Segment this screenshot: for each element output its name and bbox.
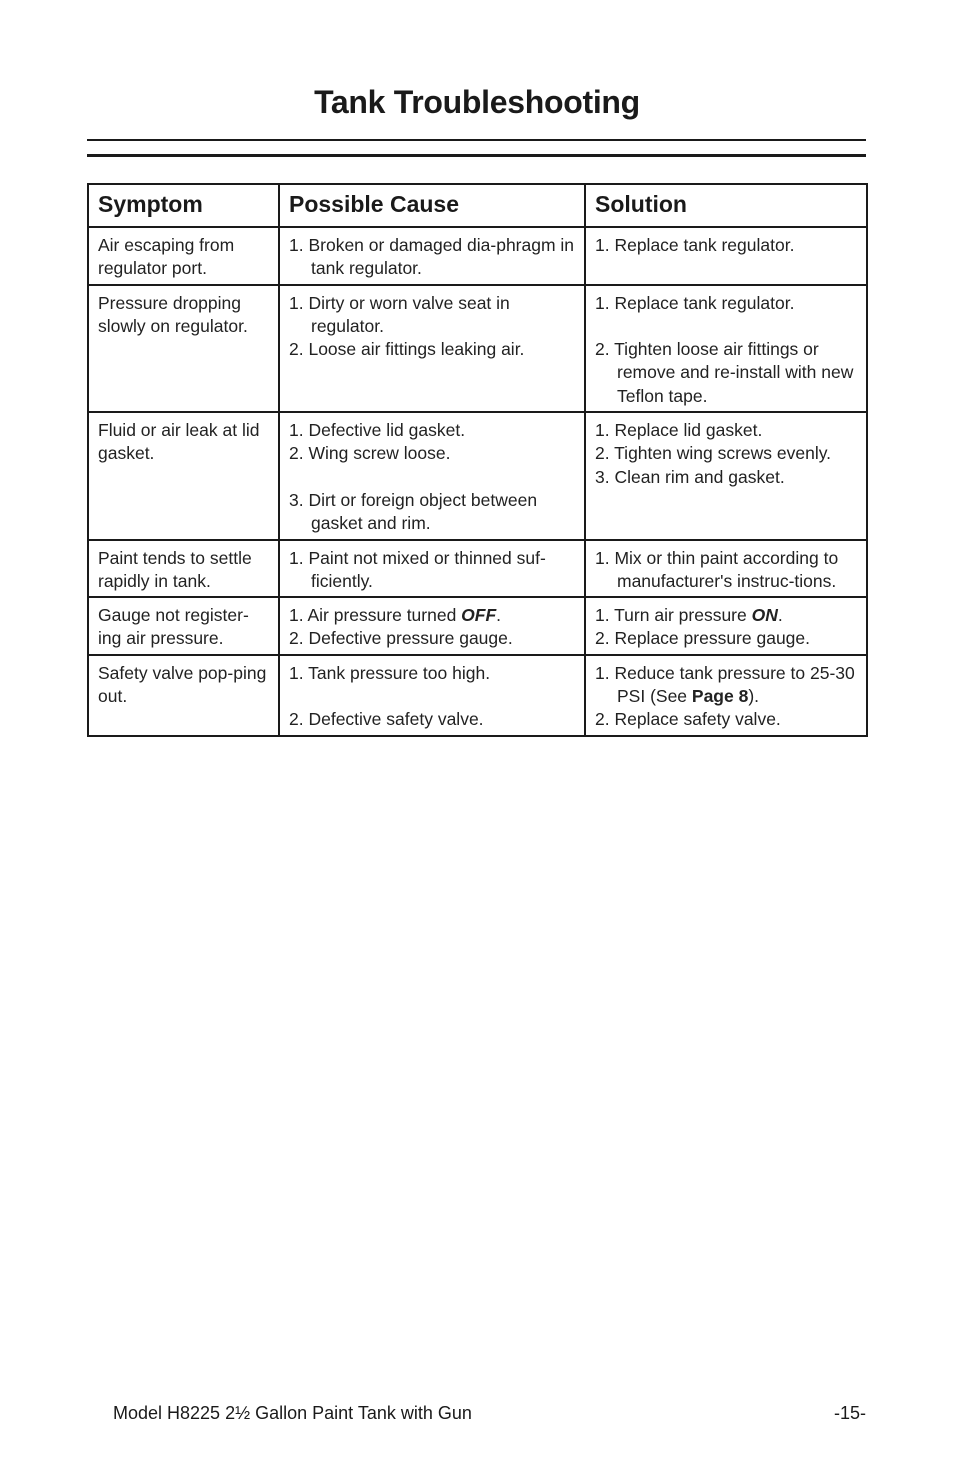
table-row: [88, 285, 867, 412]
solution-item: [595, 466, 857, 489]
table-row: [88, 412, 867, 539]
possible-cause-cell: [279, 227, 585, 285]
item-text: 1. Tank pressure too high.: [289, 662, 491, 683]
item-spacer: [289, 685, 575, 708]
solution-item: [595, 419, 857, 442]
solution-item: [595, 708, 857, 731]
table-row: [88, 597, 867, 655]
cause-item: [289, 442, 575, 465]
solution-item: [595, 662, 857, 709]
item-emphasis: OFF: [461, 605, 497, 626]
item-emphasis: Page 8: [691, 686, 749, 707]
footer-page-number: -15-: [833, 1403, 866, 1423]
symptom-cell: Safety valve pop-ping out.: [88, 655, 279, 736]
item-text: 2. Tighten loose air fittings or remove and re-install with new Teflon tape.: [595, 339, 854, 406]
footer-model: Model H8225 2½ Gallon Paint Tank with Gun: [113, 1403, 472, 1423]
item-emphasis: ON: [751, 605, 778, 626]
header-possible-cause: Possible Cause: [279, 184, 585, 227]
symptom-cell: Air escaping from regulator port.: [88, 227, 279, 285]
item-text: 1. Replace lid gasket.: [595, 420, 763, 441]
item-text: 1. Air pressure turned: [289, 605, 462, 626]
troubleshooting-table: [87, 183, 868, 737]
solution-cell: [585, 655, 867, 736]
symptom-cell: Gauge not register-ing air pressure.: [88, 597, 279, 655]
solution-item: [595, 234, 857, 257]
cause-item: [289, 627, 575, 650]
cause-item: [289, 292, 575, 339]
solution-cell: [585, 412, 867, 539]
solution-item: [595, 338, 857, 408]
title-rule-thick: [87, 154, 866, 157]
symptom-cell: Paint tends to settle rapidly in tank.: [88, 540, 279, 598]
item-text: 2. Replace safety valve.: [595, 709, 781, 730]
cause-item: [289, 604, 575, 627]
symptom-cell: Pressure dropping slowly on regulator.: [88, 285, 279, 412]
possible-cause-cell: [279, 597, 585, 655]
item-text: 1. Mix or thin paint according to manufacturer's instruc-tions.: [595, 547, 839, 591]
solution-cell: [585, 285, 867, 412]
table-body: [88, 227, 867, 736]
item-spacer: [595, 315, 857, 338]
solution-item: [595, 292, 857, 315]
item-text: 1. Broken or damaged dia-phragm in tank regulator.: [289, 235, 575, 279]
page-title: Tank Troubleshooting: [314, 84, 640, 120]
table-row: [88, 227, 867, 285]
item-text: 3. Dirt or foreign object between gasket and rim.: [289, 489, 538, 534]
item-spacer: [289, 466, 575, 489]
item-text: 3. Clean rim and gasket.: [595, 466, 785, 487]
solution-cell: [585, 227, 867, 285]
header-solution: Solution: [585, 184, 867, 227]
item-text: 2. Defective safety valve.: [289, 709, 484, 730]
item-text: 1. Replace tank regulator.: [595, 235, 795, 255]
solution-item: [595, 547, 857, 594]
cause-item: [289, 419, 575, 442]
solution-cell: [585, 540, 867, 598]
item-text: 1. Paint not mixed or thinned suf-ficiently.: [289, 547, 546, 591]
title-rule-thin: [87, 139, 866, 141]
cause-item: [289, 547, 575, 594]
item-text-after: .: [496, 605, 502, 626]
item-text: 1. Defective lid gasket.: [289, 420, 466, 441]
solution-item: [595, 627, 857, 650]
item-text: 1. Turn air pressure: [595, 605, 752, 626]
item-text: 2. Replace pressure gauge.: [595, 628, 810, 649]
item-text: 2. Defective pressure gauge.: [289, 628, 513, 649]
cause-item: [289, 708, 575, 731]
possible-cause-cell: [279, 285, 585, 412]
item-text: 2. Wing screw loose.: [289, 443, 451, 464]
possible-cause-cell: [279, 655, 585, 736]
table-row: [88, 655, 867, 736]
table-header-row: [88, 184, 867, 227]
table-row: [88, 540, 867, 598]
item-text: 2. Tighten wing screws evenly.: [595, 443, 832, 464]
possible-cause-cell: [279, 540, 585, 598]
cause-item: [289, 338, 575, 361]
symptom-cell: Fluid or air leak at lid gasket.: [88, 412, 279, 539]
solution-cell: [585, 597, 867, 655]
cause-item: [289, 489, 575, 536]
item-text: 1. Replace tank regulator.: [595, 292, 795, 313]
solution-item: [595, 442, 857, 465]
item-text: 1. Dirty or worn valve seat in regulator.: [289, 292, 510, 336]
cause-item: [289, 662, 575, 685]
solution-item: [595, 604, 857, 627]
possible-cause-cell: [279, 412, 585, 539]
item-text: 2. Loose air fittings leaking air.: [289, 339, 525, 360]
item-text-after: ).: [748, 686, 760, 707]
cause-item: [289, 234, 575, 281]
item-text: 1. Reduce tank pressure to 25-30 PSI (See: [595, 662, 855, 707]
header-symptom: Symptom: [88, 184, 279, 227]
item-text-after: .: [777, 605, 783, 626]
